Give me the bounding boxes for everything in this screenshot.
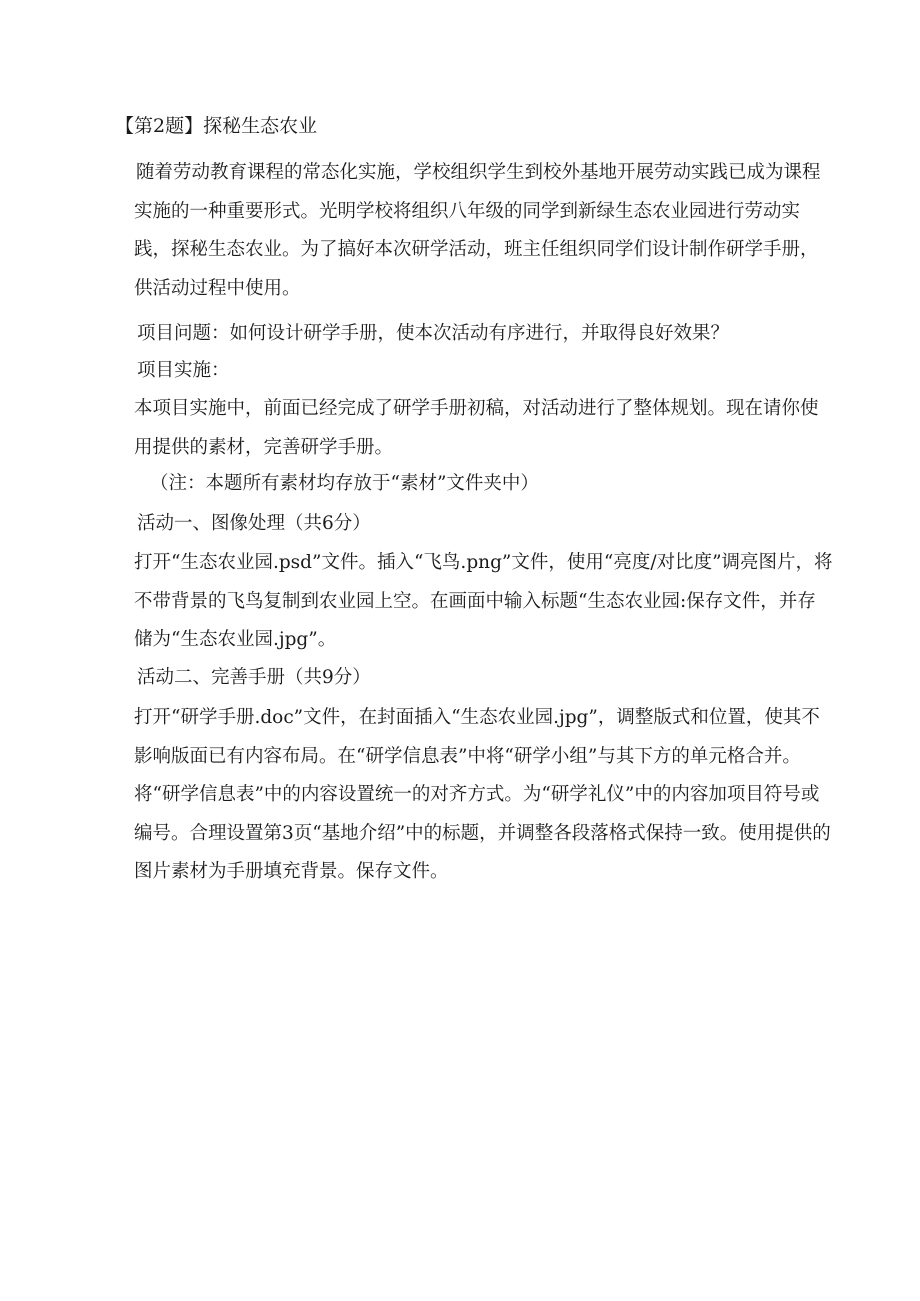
project-question: 项目问题：如何设计研学手册，使本次活动有序进行，并取得良好效果？ [137, 323, 730, 344]
question-title: 【第2题】探秘生态农业 [115, 115, 318, 137]
activity2-paragraph: 打开“研学手册.doc”文件，在封面插入“生态农业园.jpg”，调整版式和位置，使其不影响版面已有内容布局。在“研学信息表”中将“研学小组”与其下方的单元格合并。将“研学信息表”中的内容设置统一的对齐方式。为“研学礼仪”中的内容加项目符号或编号。合理设置第3页“基地介绍”中的标题，并调整各段落格式保持一致。使用提供的图片素材为手册填充背景。保存文件。 [134, 707, 831, 882]
implementation-paragraph: 本项目实施中，前面已经完成了研学手册初稿，对活动进行了整体规划。现在请你使用提供的素材，完善研学手册。 [134, 398, 819, 458]
intro-paragraph: 随着劳动教育课程的常态化实施，学校组织学生到校外基地开展劳动实践已成为课程实施的一种重要形式。光明学校将组织八年级的同学到新绿生态农业园进行劳动实践，探秘生态农业。为了搞好本次研学活动，班主任组织同学们设计制作研学手册，供活动过程中使用。 [134, 162, 821, 299]
activity1-paragraph: 打开“生态农业园.psd”文件。插入“飞鸟.png”文件，使用“亮度/对比度”调亮图片，将不带背景的飞鸟复制到农业园上空。在画面中输入标题“生态农业园:保存文件，并存储为“生态农业园.jpg”。 [134, 552, 833, 650]
activity2-heading: 活动二、完善手册（共9分） [137, 667, 371, 688]
implementation-heading: 项目实施： [137, 360, 230, 381]
materials-note: （注：本题所有素材均存放于“素材”文件夹中） [150, 473, 539, 494]
activity1-heading: 活动一、图像处理（共6分） [137, 513, 371, 534]
